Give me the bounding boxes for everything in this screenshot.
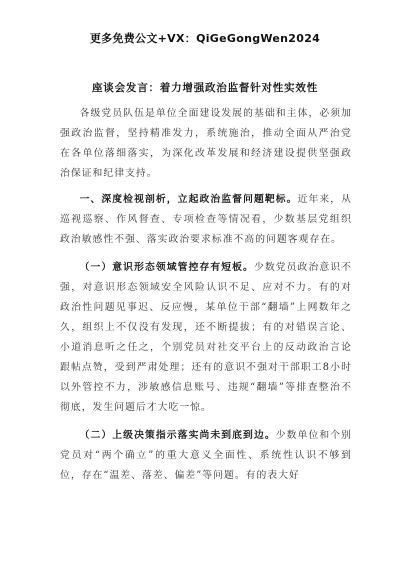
subsection-2-heading: （二）上级决策指示落实尚未到底到边。 bbox=[79, 430, 276, 441]
paragraph-section-1 bbox=[60, 190, 352, 250]
document-title: 座谈会发言：着力增强政治监督针对性实效性 bbox=[92, 82, 318, 94]
document-body bbox=[60, 104, 352, 492]
header-note: 更多免费公文+VX：QiGeGongWen2024 bbox=[89, 32, 321, 45]
subsection-2-text: 少数单位和个别党员对“两个确立”的重大意义全面性、系统性认识不够到位，存在“温差、落差、偏差”等问题。有的表大好 bbox=[60, 430, 352, 481]
paragraph-intro-text: 各级党员队伍是单位全面建设发展的基础和主体，必须加强政治监督，坚持精准发力，系统施治，推动全面从严治党在各单位落细落实，为深化改革发展和经济建设提供坚强政治保证和纪律支持。 bbox=[60, 108, 352, 179]
section-1-heading: 一、深度检视剖析，立起政治监督问题靶标。 bbox=[79, 194, 298, 205]
section-1-text: 近年来，从巡视巡察、作风督查、专项检查等情况看，少数基层党组织政治敏感性不强、落实政治要求标准不高的问题客观存在。 bbox=[60, 194, 353, 245]
paragraph-subsection-2 bbox=[60, 426, 352, 486]
subsection-1-text: 少数党员政治意识不强，对意识形态领域安全风险认识不足、应对不力。有的对政治性问题见事迟、反应慢，某单位干部“翻墙”上网数年之久，组织上不仅没有发现，还不断提拔；有的对错误言论、小道消息听之任之，个别党员对社交平台上的反动政治言论跟帖点赞，受到严肃处理；还有的意识不强对干部职工8小时以外管控不力，涉敏感信息账号、违规“翻墙”等排查整治不彻底，发生问题后才大吃一惊。 bbox=[60, 262, 352, 413]
subsection-1-heading: （一）意识形态领域管控存有短板。 bbox=[79, 262, 254, 273]
paragraph-intro bbox=[60, 104, 352, 184]
paragraph-subsection-1 bbox=[60, 258, 352, 418]
